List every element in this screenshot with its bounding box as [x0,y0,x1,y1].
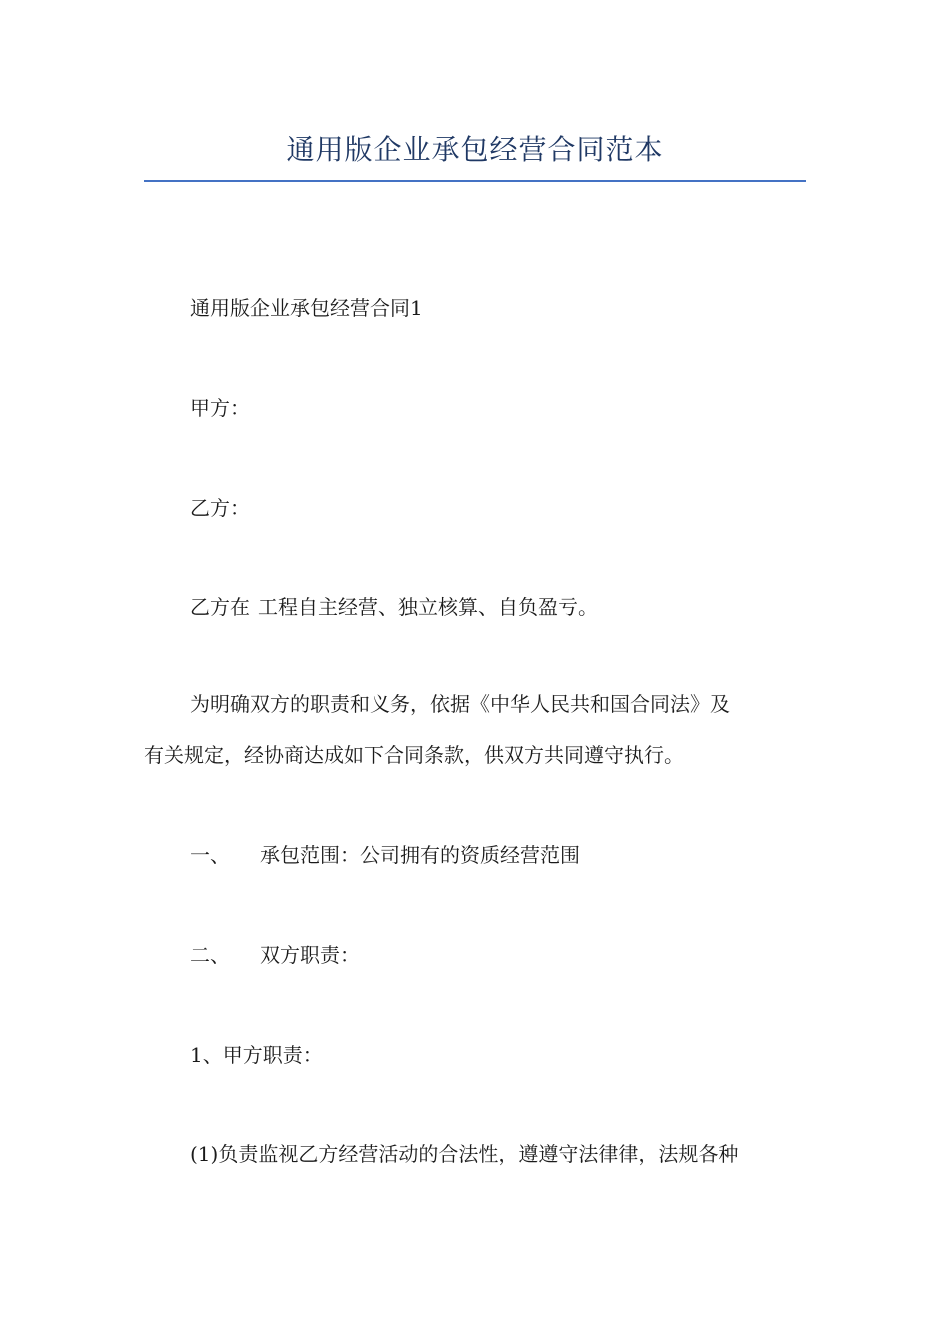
section-2-number: 二、 [190,943,230,967]
purpose-paragraph-line2: 有关规定，经协商达成如下合同条款，供双方共同遵守执行。 [144,743,684,767]
document-title: 通用版企业承包经营合同范本 [286,133,664,166]
title-underline [144,180,806,182]
section-1-number: 一、 [190,843,230,867]
scope-intro-paragraph [144,594,852,620]
scope-intro-prefix: 乙方在 [190,595,250,619]
party-a-duties-heading: 1、甲方职责： [190,1043,323,1067]
section-2-text: 双方职责： [260,943,360,967]
duty-item-1: (1)负责监视乙方经营活动的合法性，遵遵守法律律，法规各种 [190,1142,739,1166]
section-1-heading [144,842,852,868]
section-2-heading [144,942,852,968]
party-b-label: 乙方： [190,496,250,520]
scope-intro-suffix: 工程自主经营、独立核算、自负盈亏。 [258,595,598,619]
section-1-text: 承包范围：公司拥有的资质经营范围 [260,843,580,867]
purpose-paragraph-line1: 为明确双方的职责和义务，依据《中华人民共和国合同法》及 [190,692,730,716]
contract-heading: 通用版企业承包经营合同1 [190,296,423,320]
party-a-label: 甲方： [190,396,250,420]
